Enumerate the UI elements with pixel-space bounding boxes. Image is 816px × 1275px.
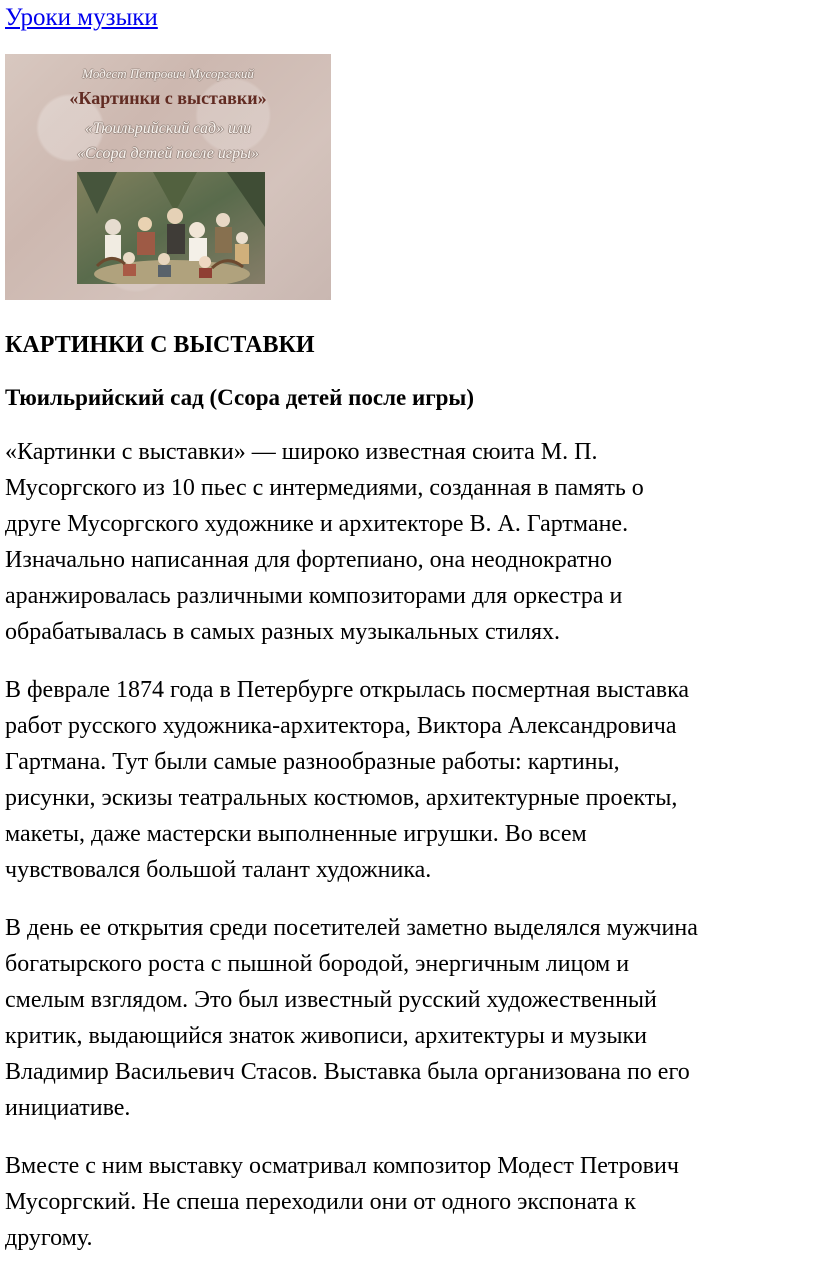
paragraph-2-line-1: В феврале 1874 года в Петербурге открылась посмертная выставка: [5, 677, 690, 703]
cover-author: Модест Петрович Мусоргский: [82, 66, 254, 81]
paragraph-1-line-2: Мусоргского из 10 пьес с интермедиями, созданная в память о: [5, 475, 644, 501]
section-subtitle: Тюильрийский сад (Ссора детей после игры): [5, 385, 475, 410]
paragraph-2-line-6: чувствовался большой талант художника.: [5, 857, 432, 883]
paragraph-1-line-1: «Картинки с выставки» — широко известная сюита М. П.: [5, 439, 598, 465]
paragraph-1-line-4: Изначально написанная для фортепиано, она неоднократно: [5, 547, 613, 573]
painting-illustration: [77, 172, 265, 284]
paragraph-2-line-2: работ русского художника-архитектора, Виктора Александровича: [5, 713, 677, 739]
paragraph-2-line-5: макеты, даже мастерски выполненные игрушки. Во всем: [5, 821, 587, 847]
cover-subtitle-2: «Ссора детей после игры»: [77, 145, 259, 162]
page-title: КАРТИНКИ С ВЫСТАВКИ: [5, 332, 315, 358]
paragraph-3-line-6: инициативе.: [5, 1095, 131, 1121]
paragraph-4-line-3: другому.: [5, 1225, 93, 1251]
paragraph-4-line-2: Мусоргский. Не спеша переходили они от одного экспоната к: [5, 1189, 636, 1215]
paragraph-1-line-5: аранжировалась различными композиторами для оркестра и: [5, 583, 623, 609]
paragraph-3-line-1: В день ее открытия среди посетителей заметно выделялся мужчина: [5, 915, 698, 941]
paragraph-3-line-5: Владимир Васильевич Стасов. Выставка была организована по его: [5, 1059, 690, 1085]
paragraph-3: [5, 910, 811, 1126]
cover-title: «Картинки с выставки»: [69, 88, 267, 108]
document-page: [5, 0, 811, 1256]
paragraph-3-line-2: богатырского роста с пышной бородой, энергичным лицом и: [5, 951, 630, 977]
paragraph-3-line-4: критик, выдающийся знаток живописи, архитектуры и музыки: [5, 1023, 647, 1049]
paragraph-4: [5, 1148, 811, 1256]
paragraph-2: [5, 672, 811, 888]
cover-subtitle-1: «Тюильрийский сад» или: [84, 120, 252, 137]
paragraph-2-line-4: рисунки, эскизы театральных костюмов, архитектурные проекты,: [5, 785, 678, 811]
paragraph-3-line-3: смелым взглядом. Это был известный русский художественный: [5, 987, 657, 1013]
cover-image: [5, 54, 331, 300]
lessons-music-link[interactable]: Уроки музыки: [5, 4, 158, 31]
paragraph-1-line-3: друге Мусоргского художнике и архитекторе В. А. Гартмане.: [5, 511, 629, 537]
paragraph-1: [5, 434, 811, 650]
paragraph-1-line-6: обрабатывалась в самых разных музыкальных стилях.: [5, 619, 561, 645]
paragraph-4-line-1: Вместе с ним выставку осматривал композитор Модест Петрович: [5, 1153, 679, 1179]
paragraph-2-line-3: Гартмана. Тут были самые разнообразные работы: картины,: [5, 749, 620, 775]
